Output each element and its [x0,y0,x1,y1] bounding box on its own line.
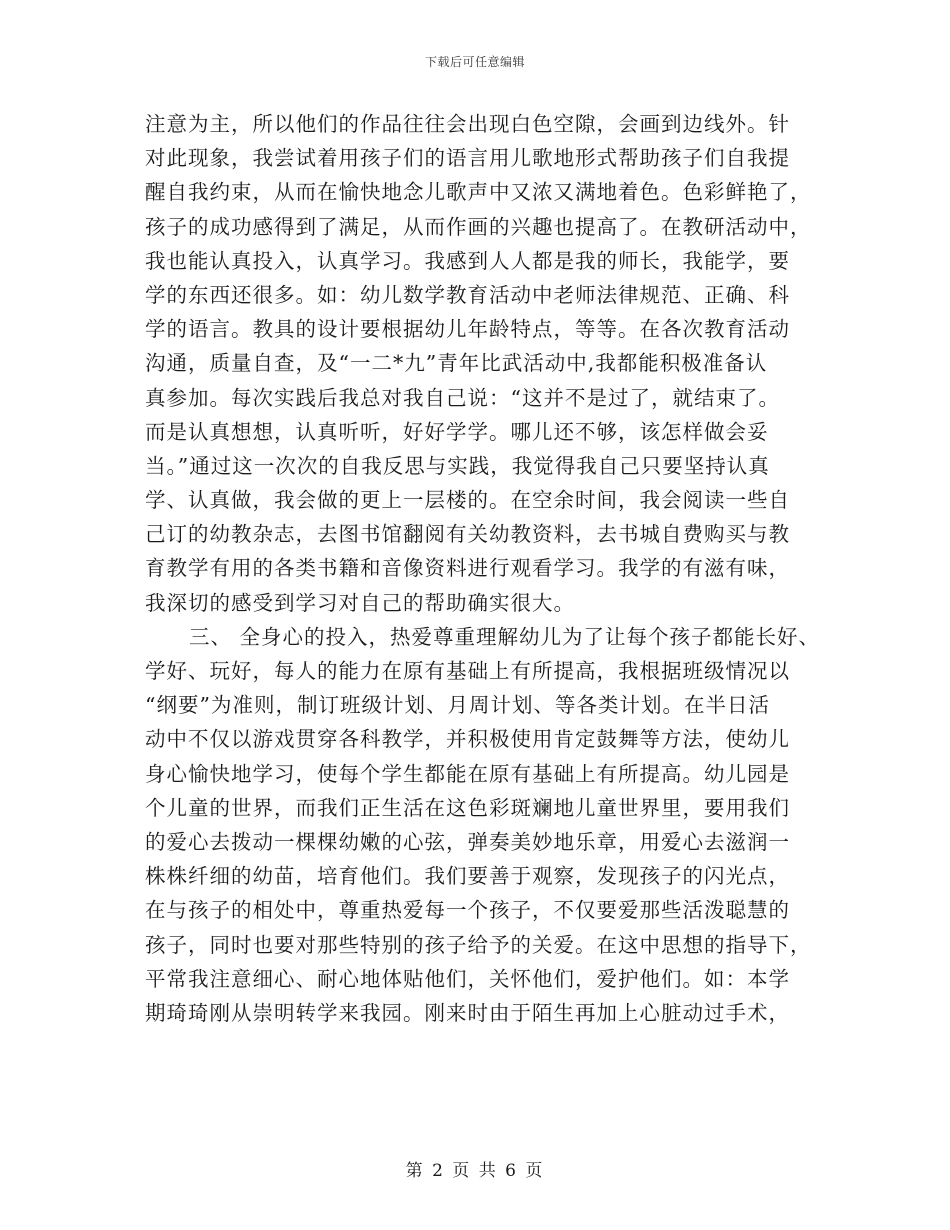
body-line: 学的语言。教具的设计要根据幼儿年龄特点，等等。在各次教育活动 [145,317,790,342]
page-number-footer: 第 2 页 共 6 页 [405,1161,545,1181]
body-line: 真参加。每次实践后我总对我自己说：“这并不是过了，就结束了。 [145,385,780,410]
body-line: 学的东西还很多。如：幼儿数学教育活动中老师法律规范、正确、科 [145,282,790,307]
body-line: 平常我注意细心、耐心地体贴他们，关怀他们，爱护他们。如：本学 [145,966,790,991]
section-heading-line: 三、 全身心的投入，热爱尊重理解幼儿为了让每个孩子都能长好、 [189,624,821,649]
document-body [145,107,835,1030]
body-line: 的爱心去拨动一棵棵幼嫩的心弦，弹奏美妙地乐章，用爱心去滋润一 [145,829,790,854]
page-header: 下载后可任意编辑 [424,55,525,69]
body-line: “纲要”为准则，制订班级计划、月周计划、等各类计划。在半日活 [145,693,770,718]
body-line: 醒自我约束，从而在愉快地念儿歌声中又浓又满地着色。色彩鲜艳了， [145,180,812,205]
body-line: 期琦琦刚从崇明转学来我园。刚来时由于陌生再加上心脏动过手术， [145,1000,790,1025]
body-line: 孩子，同时也要对那些特别的孩子给予的关爱。在这中思想的指导下， [145,932,812,957]
body-line: 个儿童的世界，而我们正生活在这色彩斑斓地儿童世界里，要用我们 [145,795,790,820]
body-line: 对此现象，我尝试着用孩子们的语言用儿歌地形式帮助孩子们自我提 [145,146,790,171]
body-line: 注意为主，所以他们的作品往往会出现白色空隙，会画到边线外。针 [145,112,790,136]
body-line: 孩子的成功感得到了满足，从而作画的兴趣也提高了。在教研活动中， [145,214,812,239]
body-line: 育教学有用的各类书籍和音像资料进行观看学习。我学的有滋有味， [145,556,790,581]
body-line: 动中不仅以游戏贯穿各科教学，并积极使用肯定鼓舞等方法，使幼儿 [145,727,790,752]
body-line: 己订的幼教杂志，去图书馆翻阅有关幼教资料，去书城自费购买与教 [145,522,790,547]
body-line: 在与孩子的相处中，尊重热爱每一个孩子，不仅要爱那些活泼聪慧的 [145,898,790,923]
body-line: 学、认真做，我会做的更上一层楼的。在空余时间，我会阅读一些自 [145,488,790,513]
body-line: 学好、玩好，每人的能力在原有基础上有所提高，我根据班级情况以 [145,659,790,683]
body-line: 而是认真想想，认真听听，好好学学。哪儿还不够，该怎样做会妥 [145,419,769,444]
body-line: 我深切的感受到学习对自己的帮助确实很大。 [145,590,575,615]
body-line: 我也能认真投入，认真学习。我感到人人都是我的师长，我能学，要 [145,248,790,273]
body-line: 当。”通过这一次次的自我反思与实践，我觉得我自己只要坚持认真 [145,453,770,478]
body-line: 身心愉快地学习，使每个学生都能在原有基础上有所提高。幼儿园是 [145,761,790,786]
body-line: 沟通，质量自查，及“一二*九”青年比武活动中,我都能积极准备认 [145,351,768,376]
body-line: 株株纤细的幼苗，培育他们。我们要善于观察，发现孩子的闪光点， [145,864,790,889]
